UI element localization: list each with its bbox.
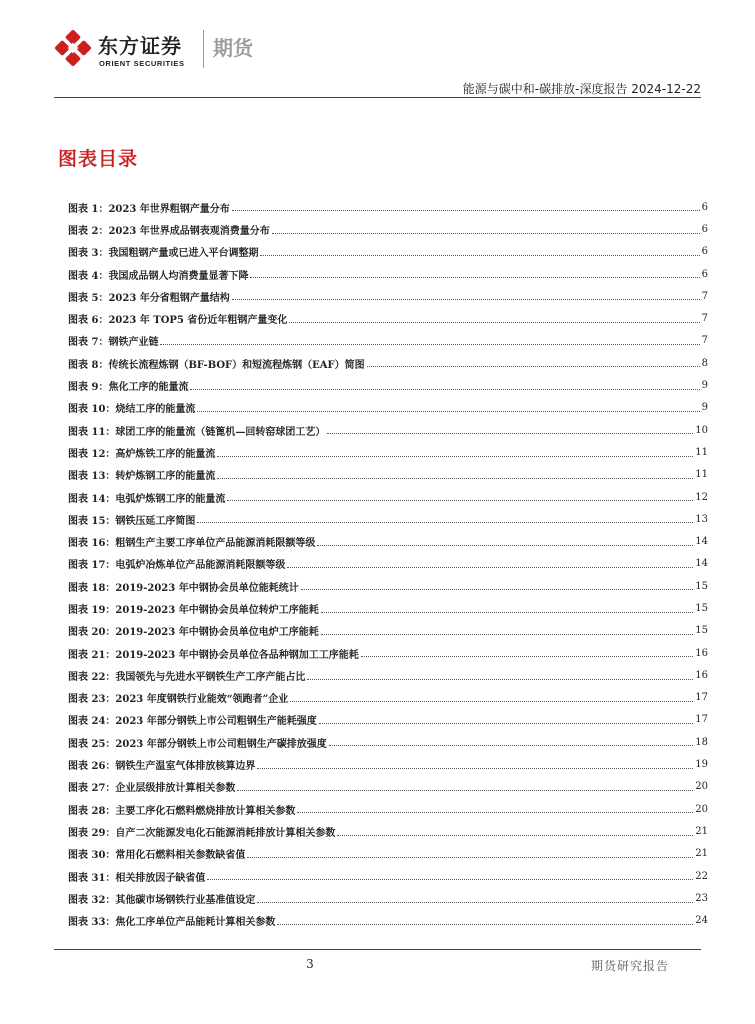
- toc-entry[interactable]: [68, 263, 708, 285]
- toc-entry-title[interactable]: 高炉炼铁工序的能量流: [115, 448, 216, 460]
- toc-entry[interactable]: [68, 820, 708, 842]
- toc-entry-page[interactable]: 23: [695, 892, 708, 904]
- toc-entry-page[interactable]: 17: [695, 692, 708, 704]
- toc-entry-title[interactable]: 企业层级排放计算相关参数: [115, 783, 236, 795]
- toc-dot-leader: [227, 499, 693, 501]
- toc-entry-title[interactable]: 2019-2023 年中钢协会员单位各品种钢加工工序能耗: [115, 649, 359, 661]
- toc-entry-label: 图表 21：: [68, 649, 116, 661]
- toc-dot-leader: [337, 834, 693, 836]
- toc-entry-page[interactable]: 16: [695, 647, 708, 659]
- brand-name-cn: 东方证券: [98, 34, 182, 58]
- toc-entry-title[interactable]: 焦化工序单位产品能耗计算相关参数: [115, 917, 276, 929]
- toc-dot-leader: [237, 789, 693, 791]
- toc-entry-title[interactable]: 钢铁压延工序简图: [115, 515, 196, 527]
- footer-label: 期货研究报告: [590, 959, 669, 973]
- toc-entry-title[interactable]: 自产二次能源发电化石能源消耗排放计算相关参数: [115, 827, 336, 839]
- toc-dot-leader: [260, 254, 699, 256]
- toc-entry-title[interactable]: 2023 年部分钢铁上市公司粗钢生产能耗强度: [115, 716, 317, 728]
- report-meta: 能源与碳中和-碳排放-深度报告 2024-12-22: [462, 82, 701, 96]
- toc-dot-leader: [250, 276, 699, 278]
- toc-entry-label: 图表 26：: [68, 761, 116, 773]
- toc-entry-title[interactable]: 2019-2023 年中钢协会员单位电炉工序能耗: [115, 627, 319, 639]
- toc-dot-leader: [317, 544, 693, 546]
- toc-entry-title[interactable]: 转炉炼钢工序的能量流: [115, 471, 216, 483]
- toc-entry-label: 图表 7：: [68, 337, 109, 349]
- toc-entry[interactable]: [68, 865, 708, 887]
- toc-entry[interactable]: [68, 575, 708, 597]
- toc-dot-leader: [297, 811, 693, 813]
- toc-dot-leader: [277, 923, 693, 925]
- toc-entry-page[interactable]: 14: [695, 558, 708, 570]
- toc-dot-leader: [160, 343, 699, 345]
- toc-entry-page[interactable]: 7: [701, 313, 708, 325]
- toc-entry[interactable]: [68, 731, 708, 753]
- toc-entry-title[interactable]: 电弧炉炼钢工序的能量流: [115, 493, 226, 505]
- toc-dot-leader: [290, 700, 693, 702]
- toc-dot-leader: [289, 321, 699, 323]
- header-rule: [54, 97, 701, 98]
- toc-entry[interactable]: [68, 709, 708, 731]
- toc-entry-title[interactable]: 2019-2023 年中钢协会员单位转炉工序能耗: [115, 604, 319, 616]
- toc-entry-label: 图表 25：: [68, 738, 116, 750]
- toc-entry-page[interactable]: 7: [701, 290, 708, 302]
- toc-dot-leader: [319, 722, 694, 724]
- toc-entry-label: 图表 4：: [68, 270, 109, 282]
- toc-entry[interactable]: [68, 330, 708, 352]
- toc-entry-page[interactable]: 7: [701, 335, 708, 347]
- toc-entry-title[interactable]: 烧结工序的能量流: [115, 404, 196, 416]
- toc-entry-page[interactable]: 6: [701, 268, 708, 280]
- toc-entry-label: 图表 14：: [68, 493, 116, 505]
- toc-entry-label: 图表 22：: [68, 671, 116, 683]
- toc-entry[interactable]: [68, 285, 708, 307]
- toc-entry-title[interactable]: 传统长流程炼钢（BF-BOF）和短流程炼钢（EAF）简图: [108, 359, 365, 371]
- toc-entry-label: 图表 16：: [68, 538, 116, 550]
- toc-entry-page[interactable]: 6: [701, 223, 708, 235]
- toc-entry-label: 图表 32：: [68, 894, 116, 906]
- toc-entry[interactable]: [68, 397, 708, 419]
- toc-entry-page[interactable]: 24: [695, 915, 708, 927]
- brand-divider: [203, 30, 204, 68]
- toc-entry-page[interactable]: 9: [701, 380, 708, 392]
- toc-entry-label: 图表 29：: [68, 827, 116, 839]
- toc-entry[interactable]: [68, 642, 708, 664]
- toc-dot-leader: [272, 232, 700, 234]
- toc-entry[interactable]: [68, 374, 708, 396]
- toc-entry-page[interactable]: 18: [695, 736, 708, 748]
- toc-entry-label: 图表 10：: [68, 404, 116, 416]
- toc-entry[interactable]: [68, 664, 708, 686]
- toc-entry-title[interactable]: 我国粗钢产量或已进入平台调整期: [108, 248, 259, 260]
- toc-dot-leader: [232, 209, 700, 211]
- toc-dot-leader: [207, 878, 693, 880]
- toc-entry-label: 图表 18：: [68, 582, 116, 594]
- toc-entry[interactable]: [68, 887, 708, 909]
- toc-entry[interactable]: [68, 218, 708, 240]
- toc-entry-label: 图表 33：: [68, 917, 116, 929]
- toc-entry-page[interactable]: 14: [695, 536, 708, 548]
- page-number: 3: [306, 957, 314, 971]
- toc-entry-label: 图表 13：: [68, 471, 116, 483]
- toc-entry-label: 图表 28：: [68, 805, 116, 817]
- toc-entry-title[interactable]: 相关排放因子缺省值: [115, 872, 206, 884]
- toc-entry-label: 图表 12：: [68, 448, 116, 460]
- toc-entry-label: 图表 8：: [68, 359, 109, 371]
- toc-dot-leader: [190, 388, 699, 390]
- toc-entry[interactable]: [68, 910, 708, 932]
- toc-list: [68, 196, 708, 932]
- toc-entry-label: 图表 3：: [68, 248, 109, 260]
- toc-entry-label: 图表 9：: [68, 382, 109, 394]
- toc-entry-title[interactable]: 2019-2023 年中钢协会员单位能耗统计: [115, 582, 299, 594]
- toc-entry-title[interactable]: 钢铁产业链: [108, 337, 159, 349]
- toc-entry-title[interactable]: 2023 年度钢铁行业能效“领跑者”企业: [115, 694, 289, 706]
- toc-dot-leader: [287, 566, 693, 568]
- toc-entry-title[interactable]: 粗钢生产主要工序单位产品能源消耗限额等级: [115, 538, 316, 550]
- toc-entry-page[interactable]: 6: [701, 246, 708, 258]
- toc-dot-leader: [257, 767, 693, 769]
- toc-entry-title[interactable]: 其他碳市场钢铁行业基准值设定: [115, 894, 256, 906]
- toc-entry-label: 图表 27：: [68, 783, 116, 795]
- toc-entry-label: 图表 6：: [68, 315, 109, 327]
- toc-entry[interactable]: [68, 196, 708, 218]
- toc-entry-title[interactable]: 2023 年 TOP5 省份近年粗钢产量变化: [108, 315, 288, 327]
- toc-entry-label: 图表 31：: [68, 872, 116, 884]
- toc-entry-page[interactable]: 13: [695, 513, 708, 525]
- toc-entry-label: 图表 5：: [68, 292, 109, 304]
- toc-entry-page[interactable]: 21: [695, 848, 708, 860]
- toc-entry[interactable]: [68, 753, 708, 775]
- toc-dot-leader: [307, 678, 693, 680]
- toc-entry-title[interactable]: 2023 年世界成品钢表观消费量分布: [108, 225, 270, 237]
- toc-dot-leader: [197, 521, 693, 523]
- toc-entry[interactable]: [68, 776, 708, 798]
- toc-entry-label: 图表 11：: [68, 426, 116, 438]
- toc-entry[interactable]: [68, 441, 708, 463]
- toc-entry[interactable]: [68, 352, 708, 374]
- toc-dot-leader: [301, 588, 694, 590]
- toc-entry-page[interactable]: 21: [695, 825, 708, 837]
- toc-entry-title[interactable]: 电弧炉冶炼单位产品能源消耗限额等级: [115, 560, 286, 572]
- toc-entry-page[interactable]: 15: [695, 602, 708, 614]
- toc-dot-leader: [232, 298, 700, 300]
- toc-entry-label: 图表 1：: [68, 203, 109, 215]
- toc-entry-page[interactable]: 6: [701, 201, 708, 213]
- toc-entry[interactable]: [68, 687, 708, 709]
- toc-entry[interactable]: [68, 241, 708, 263]
- toc-entry[interactable]: [68, 597, 708, 619]
- toc-entry-page[interactable]: 9: [701, 402, 708, 414]
- orient-securities-logo-icon: [54, 29, 92, 67]
- toc-entry-label: 图表 17：: [68, 560, 116, 572]
- toc-entry[interactable]: [68, 620, 708, 642]
- toc-entry-page[interactable]: 17: [695, 714, 708, 726]
- toc-entry[interactable]: [68, 798, 708, 820]
- toc-dot-leader: [327, 432, 693, 434]
- toc-dot-leader: [217, 455, 693, 457]
- toc-entry-label: 图表 2：: [68, 225, 109, 237]
- toc-entry-page[interactable]: 11: [695, 446, 708, 458]
- toc-dot-leader: [329, 744, 694, 746]
- toc-entry-page[interactable]: 20: [695, 781, 708, 793]
- toc-entry-title[interactable]: 焦化工序的能量流: [108, 382, 189, 394]
- toc-entry-page[interactable]: 15: [695, 625, 708, 637]
- toc-entry-page[interactable]: 10: [695, 424, 708, 436]
- toc-entry-page[interactable]: 12: [695, 491, 708, 503]
- toc-dot-leader: [197, 410, 699, 412]
- toc-dot-leader: [367, 365, 700, 367]
- toc-entry[interactable]: [68, 464, 708, 486]
- toc-entry-label: 图表 23：: [68, 694, 116, 706]
- toc-dot-leader: [361, 655, 694, 657]
- toc-entry-title[interactable]: 2023 年分省粗钢产量结构: [108, 292, 230, 304]
- toc-entry[interactable]: [68, 486, 708, 508]
- toc-entry-page[interactable]: 16: [695, 669, 708, 681]
- page-header: [0, 0, 755, 100]
- toc-entry[interactable]: [68, 508, 708, 530]
- toc-dot-leader: [321, 611, 694, 613]
- toc-entry[interactable]: [68, 419, 708, 441]
- toc-entry-title[interactable]: 我国领先与先进水平钢铁生产工序产能占比: [115, 671, 306, 683]
- toc-entry[interactable]: [68, 530, 708, 552]
- toc-entry[interactable]: [68, 307, 708, 329]
- toc-entry-label: 图表 19：: [68, 604, 116, 616]
- toc-entry-title[interactable]: 主要工序化石燃料燃烧排放计算相关参数: [115, 805, 296, 817]
- footer-rule: [54, 949, 701, 950]
- toc-dot-leader: [321, 633, 694, 635]
- toc-dot-leader: [247, 856, 693, 858]
- toc-entry-page[interactable]: 19: [695, 759, 708, 771]
- toc-entry-title[interactable]: 钢铁生产温室气体排放核算边界: [115, 761, 256, 773]
- toc-entry-page[interactable]: 20: [695, 803, 708, 815]
- toc-entry-page[interactable]: 11: [695, 469, 708, 481]
- toc-entry-label: 图表 15：: [68, 515, 116, 527]
- toc-dot-leader: [217, 477, 693, 479]
- toc-dot-leader: [257, 901, 693, 903]
- toc-entry[interactable]: [68, 843, 708, 865]
- toc-entry-page[interactable]: 15: [695, 580, 708, 592]
- brand-subtitle: 期货: [213, 36, 253, 60]
- toc-entry-title[interactable]: 球团工序的能量流（链篦机—回转窑球团工艺）: [115, 426, 326, 438]
- toc-entry-page[interactable]: 22: [695, 870, 708, 882]
- brand-name-en: ORIENT SECURITIES: [99, 59, 185, 68]
- toc-entry-label: 图表 20：: [68, 627, 116, 639]
- toc-entry-label: 图表 30：: [68, 850, 116, 862]
- toc-entry-title[interactable]: 常用化石燃料相关参数缺省值: [115, 850, 246, 862]
- toc-title: 图表目录: [58, 148, 139, 170]
- toc-entry[interactable]: [68, 553, 708, 575]
- toc-entry-title[interactable]: 2023 年部分钢铁上市公司粗钢生产碳排放强度: [115, 738, 327, 750]
- toc-entry-label: 图表 24：: [68, 716, 116, 728]
- toc-entry-page[interactable]: 8: [701, 357, 708, 369]
- toc-entry-title[interactable]: 我国成品钢人均消费量显著下降: [108, 270, 249, 282]
- toc-entry-title[interactable]: 2023 年世界粗钢产量分布: [108, 203, 230, 215]
